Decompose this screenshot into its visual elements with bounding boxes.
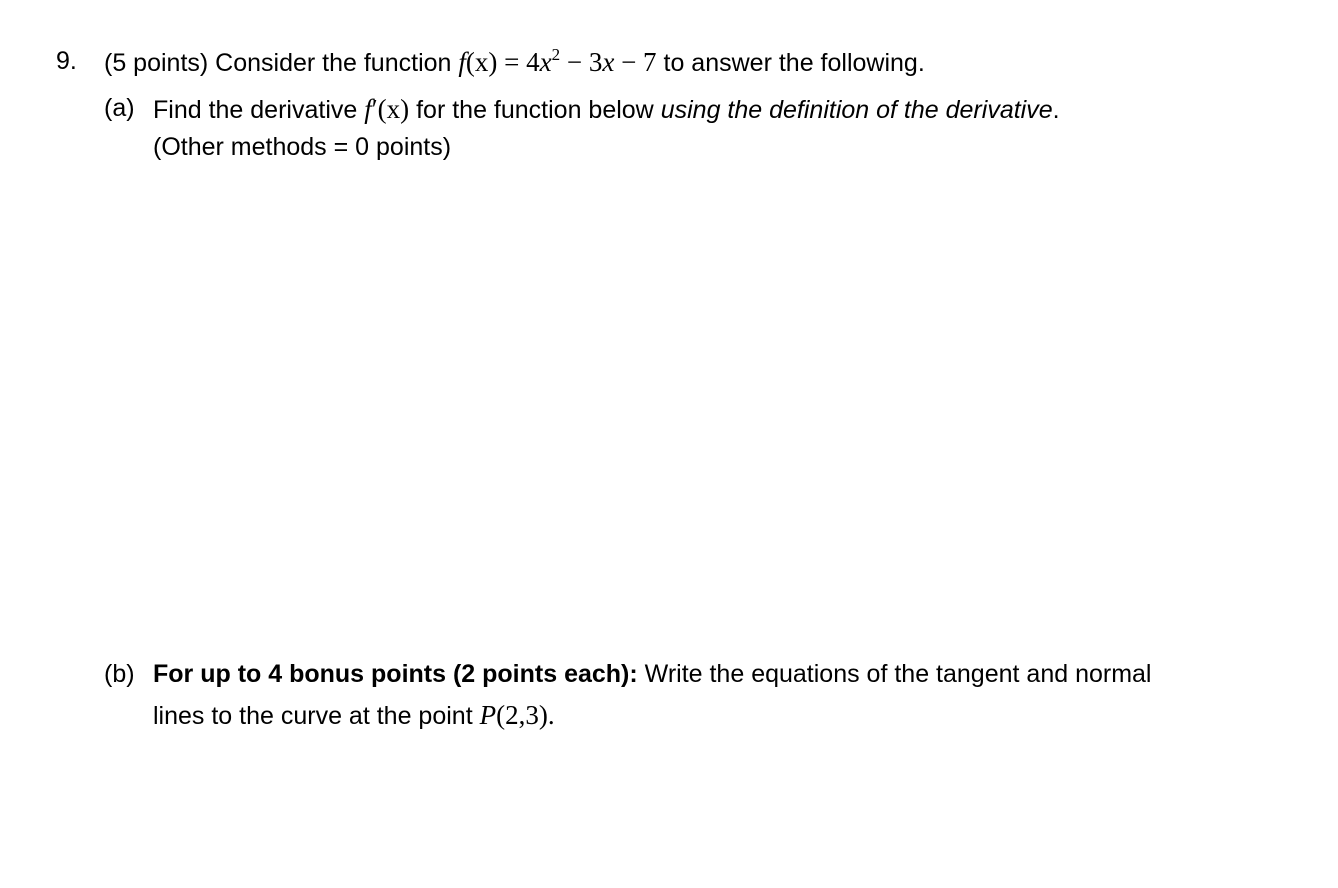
derivative-notation: f′(x) [364,94,410,124]
part-b-prompt-continued: lines to the curve at the point P(2,3). [153,700,555,730]
definition-emphasis: using the definition of the derivative [660,96,1053,124]
point-notation: P(2,3). [479,700,555,730]
part-b-label: (b) [104,660,135,688]
function-definition: $f(x) = 4x^2 - 3x - 7$ [458,45,657,77]
question-number: 9. [56,47,77,75]
part-a-note: (Other methods = 0 points) [153,133,452,161]
question-intro-end: to answer the following. [663,49,925,77]
bonus-points-heading: For up to 4 bonus points (2 points each): [153,660,638,688]
question-points: (5 points) [104,49,209,77]
question-prompt [104,46,925,78]
part-a-label: (a) [104,94,135,122]
part-b-prompt: For up to 4 bonus points (2 points each): Write the equations of the tangent and normal [153,660,1152,688]
question-intro: Consider the function [215,49,452,77]
part-a-prompt: Find the derivative f′(x) for the function below using the definition of the derivative. [153,94,1060,124]
